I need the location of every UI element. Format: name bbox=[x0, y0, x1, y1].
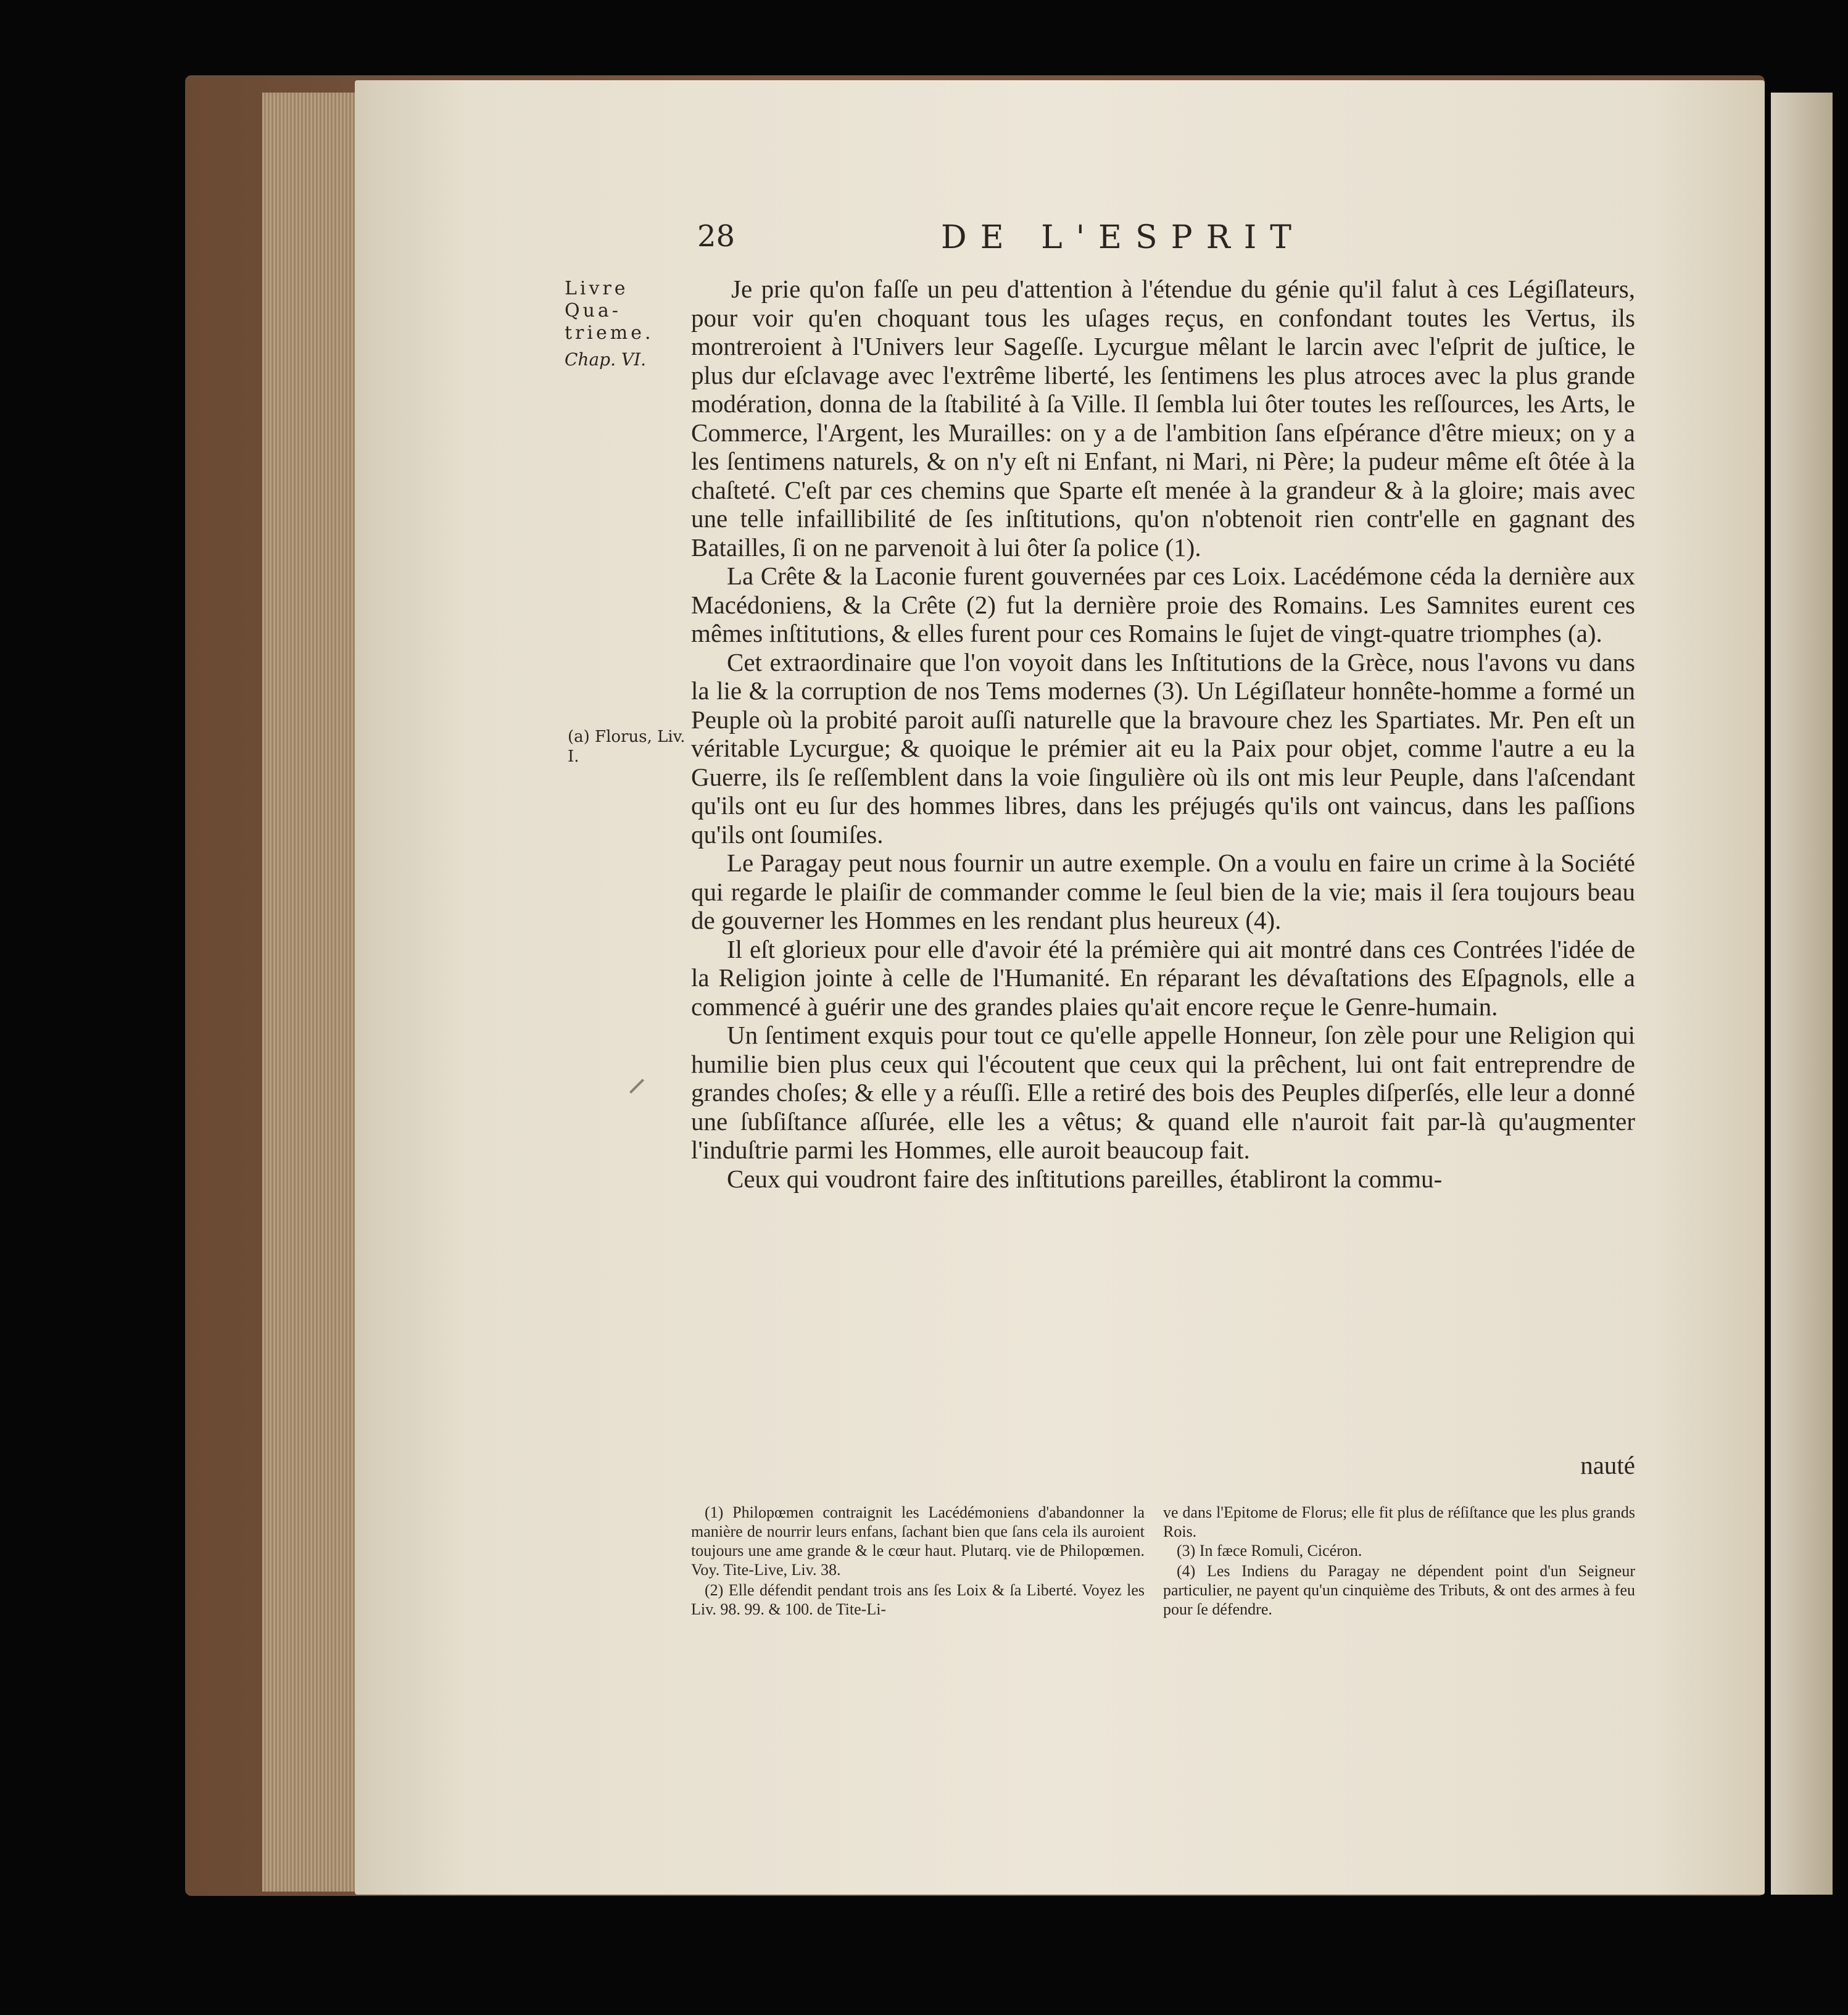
margin-note-a: (a) Florus, Liv. I. bbox=[568, 728, 686, 766]
paragraph: La Crête & la Laconie furent gouvernées par ces Loix. Lacédémone céda la dernière aux Macédoniens, & la Crête (2) fut la dernière proie des Romains. Les Samnites eurent ces mêmes inſtitutions, & elles furent pour ces Romains le ſujet de vingt-quatre triomphes (a). bbox=[691, 562, 1635, 647]
margin-book-line1: Livre bbox=[565, 278, 629, 299]
footnote-continuation: ve dans l'Epitome de Florus; elle fit plus de réſiſtance que les plus grands Rois. bbox=[1163, 1503, 1635, 1540]
footnotes-right-column bbox=[1163, 1503, 1635, 1620]
page-number: 28 bbox=[697, 219, 735, 254]
paragraph: Le Paragay peut nous fournir un autre exemple. On a voulu en faire un crime à la Société qui regarde le plaiſir de commander comme le ſeul bien de la vie; mais il ſera toujours beau de gouverner les Hommes en les rendant plus heureux (4). bbox=[691, 849, 1635, 934]
margin-book-line3: trieme. bbox=[565, 322, 654, 344]
footnote: (1) Philopœmen contraignit les Lacédémoniens d'abandonner la manière de nourrir leurs enfans, ſachant bien que ſans cela ils auroient toujours une ame grande & le cœur haut. Plutarq. vie de Philopœmen. Voy. Tite-Live, Liv. 38. bbox=[691, 1503, 1145, 1579]
paragraph: Ceux qui voudront faire des inſtitutions pareilles, établiront la commu- bbox=[727, 1164, 1443, 1193]
running-title: DE L'ESPRIT bbox=[941, 219, 1305, 256]
paragraph: Cet extraordinaire que l'on voyoit dans les Inſtitutions de la Grèce, nous l'avons vu dans la lie & la corruption de nos Tems modernes (3). Un Légiſlateur honnête-homme a formé un Peuple où la probité paroit auſſi naturelle que la bravoure chez les Spartiates. Mr. Pen eſt un véritable Lycurgue; & quoique le prémier ait eu la Paix pour objet, comme l'autre a eu la Guerre, ils ſe reſſemblent dans la voie ſingulière où ils ont mis leur Peuple, dans l'aſcendant qu'ils ont eu ſur des hommes libres, dans les préjugés qu'ils ont vaincus, dans les paſſions qu'ils ont ſoumiſes. bbox=[691, 647, 1635, 849]
margin-heading bbox=[565, 278, 688, 370]
page-edges bbox=[262, 93, 361, 1892]
footnote: (4) Les Indiens du Paragay ne dépendent point d'un Seigneur particulier, ne payent qu'un cinquième des Tributs, & ont des armes à feu pour ſe défendre. bbox=[1163, 1562, 1635, 1618]
page-header bbox=[697, 219, 1641, 268]
body-text bbox=[691, 275, 1635, 1193]
catchword: nauté bbox=[1580, 1451, 1635, 1479]
footnote: (3) In fæce Romuli, Cicéron. bbox=[1177, 1542, 1362, 1560]
footnote: (2) Elle défendit pendant trois ans ſes Loix & ſa Liberté. Voyez les Liv. 98. 99. & 100. de Tite-Li- bbox=[691, 1581, 1145, 1618]
margin-book-line2: Qua- bbox=[565, 300, 621, 322]
margin-chapter: Chap. VI. bbox=[565, 349, 647, 370]
facing-page-edge bbox=[1771, 93, 1833, 1895]
footnotes-left-column bbox=[691, 1503, 1145, 1620]
paragraph: Je prie qu'on faſſe un peu d'attention à l'étendue du génie qu'il falut à ces Légiſlateurs, pour voir qu'en choquant tous les uſages reçus, en confondant toutes les Vertus, ils montreroient à l'Univers leur Sageſſe. Lycurgue mêlant le larcin avec l'eſprit de juſtice, le plus dur eſclavage avec l'extrême liberté, les ſentimens les plus atroces avec la plus grande modération, donna de la ſtabilité à ſa Ville. Il ſembla lui ôter toutes les reſſources, les Arts, le Commerce, l'Argent, les Murailles: on y a de l'ambition ſans eſpérance d'être mieux; on y a les ſentimens naturels, & on n'y eſt ni Enfant, ni Mari, ni Père; la pudeur même eſt ôtée à la chaſteté. C'eſt par ces chemins que Sparte eſt menée à la grandeur & à la gloire; mais avec une telle infaillibilité de ſes inſtitutions, qu'on n'obtenoit rien contr'elle en gagnant des Batailles, ſi on ne parvenoit à lui ôter ſa police (1). bbox=[691, 275, 1635, 562]
paragraph: Un ſentiment exquis pour tout ce qu'elle appelle Honneur, ſon zèle pour une Religion qui humilie bien plus ceux qui l'écoutent que ceux qui la prêchent, lui ont fait entreprendre de grandes choſes; & elle y a réuſſi. Elle a retiré des bois des Peuples diſperſés, elle leur a donné une ſubſiſtance aſſurée, elle les a vêtus; & quand elle n'auroit fait par-là qu'augmenter l'induſtrie parmi les Hommes, elle auroit beaucoup fait. bbox=[691, 1021, 1635, 1164]
paragraph: Il eſt glorieux pour elle d'avoir été la prémière qui ait montré dans ces Contrées l'idée de la Religion jointe à celle de l'Humanité. En réparant les dévaſtations des Eſpagnols, elle a commencé à guérir une des grandes plaies qu'ait encore reçue le Genre-humain. bbox=[691, 934, 1635, 1021]
